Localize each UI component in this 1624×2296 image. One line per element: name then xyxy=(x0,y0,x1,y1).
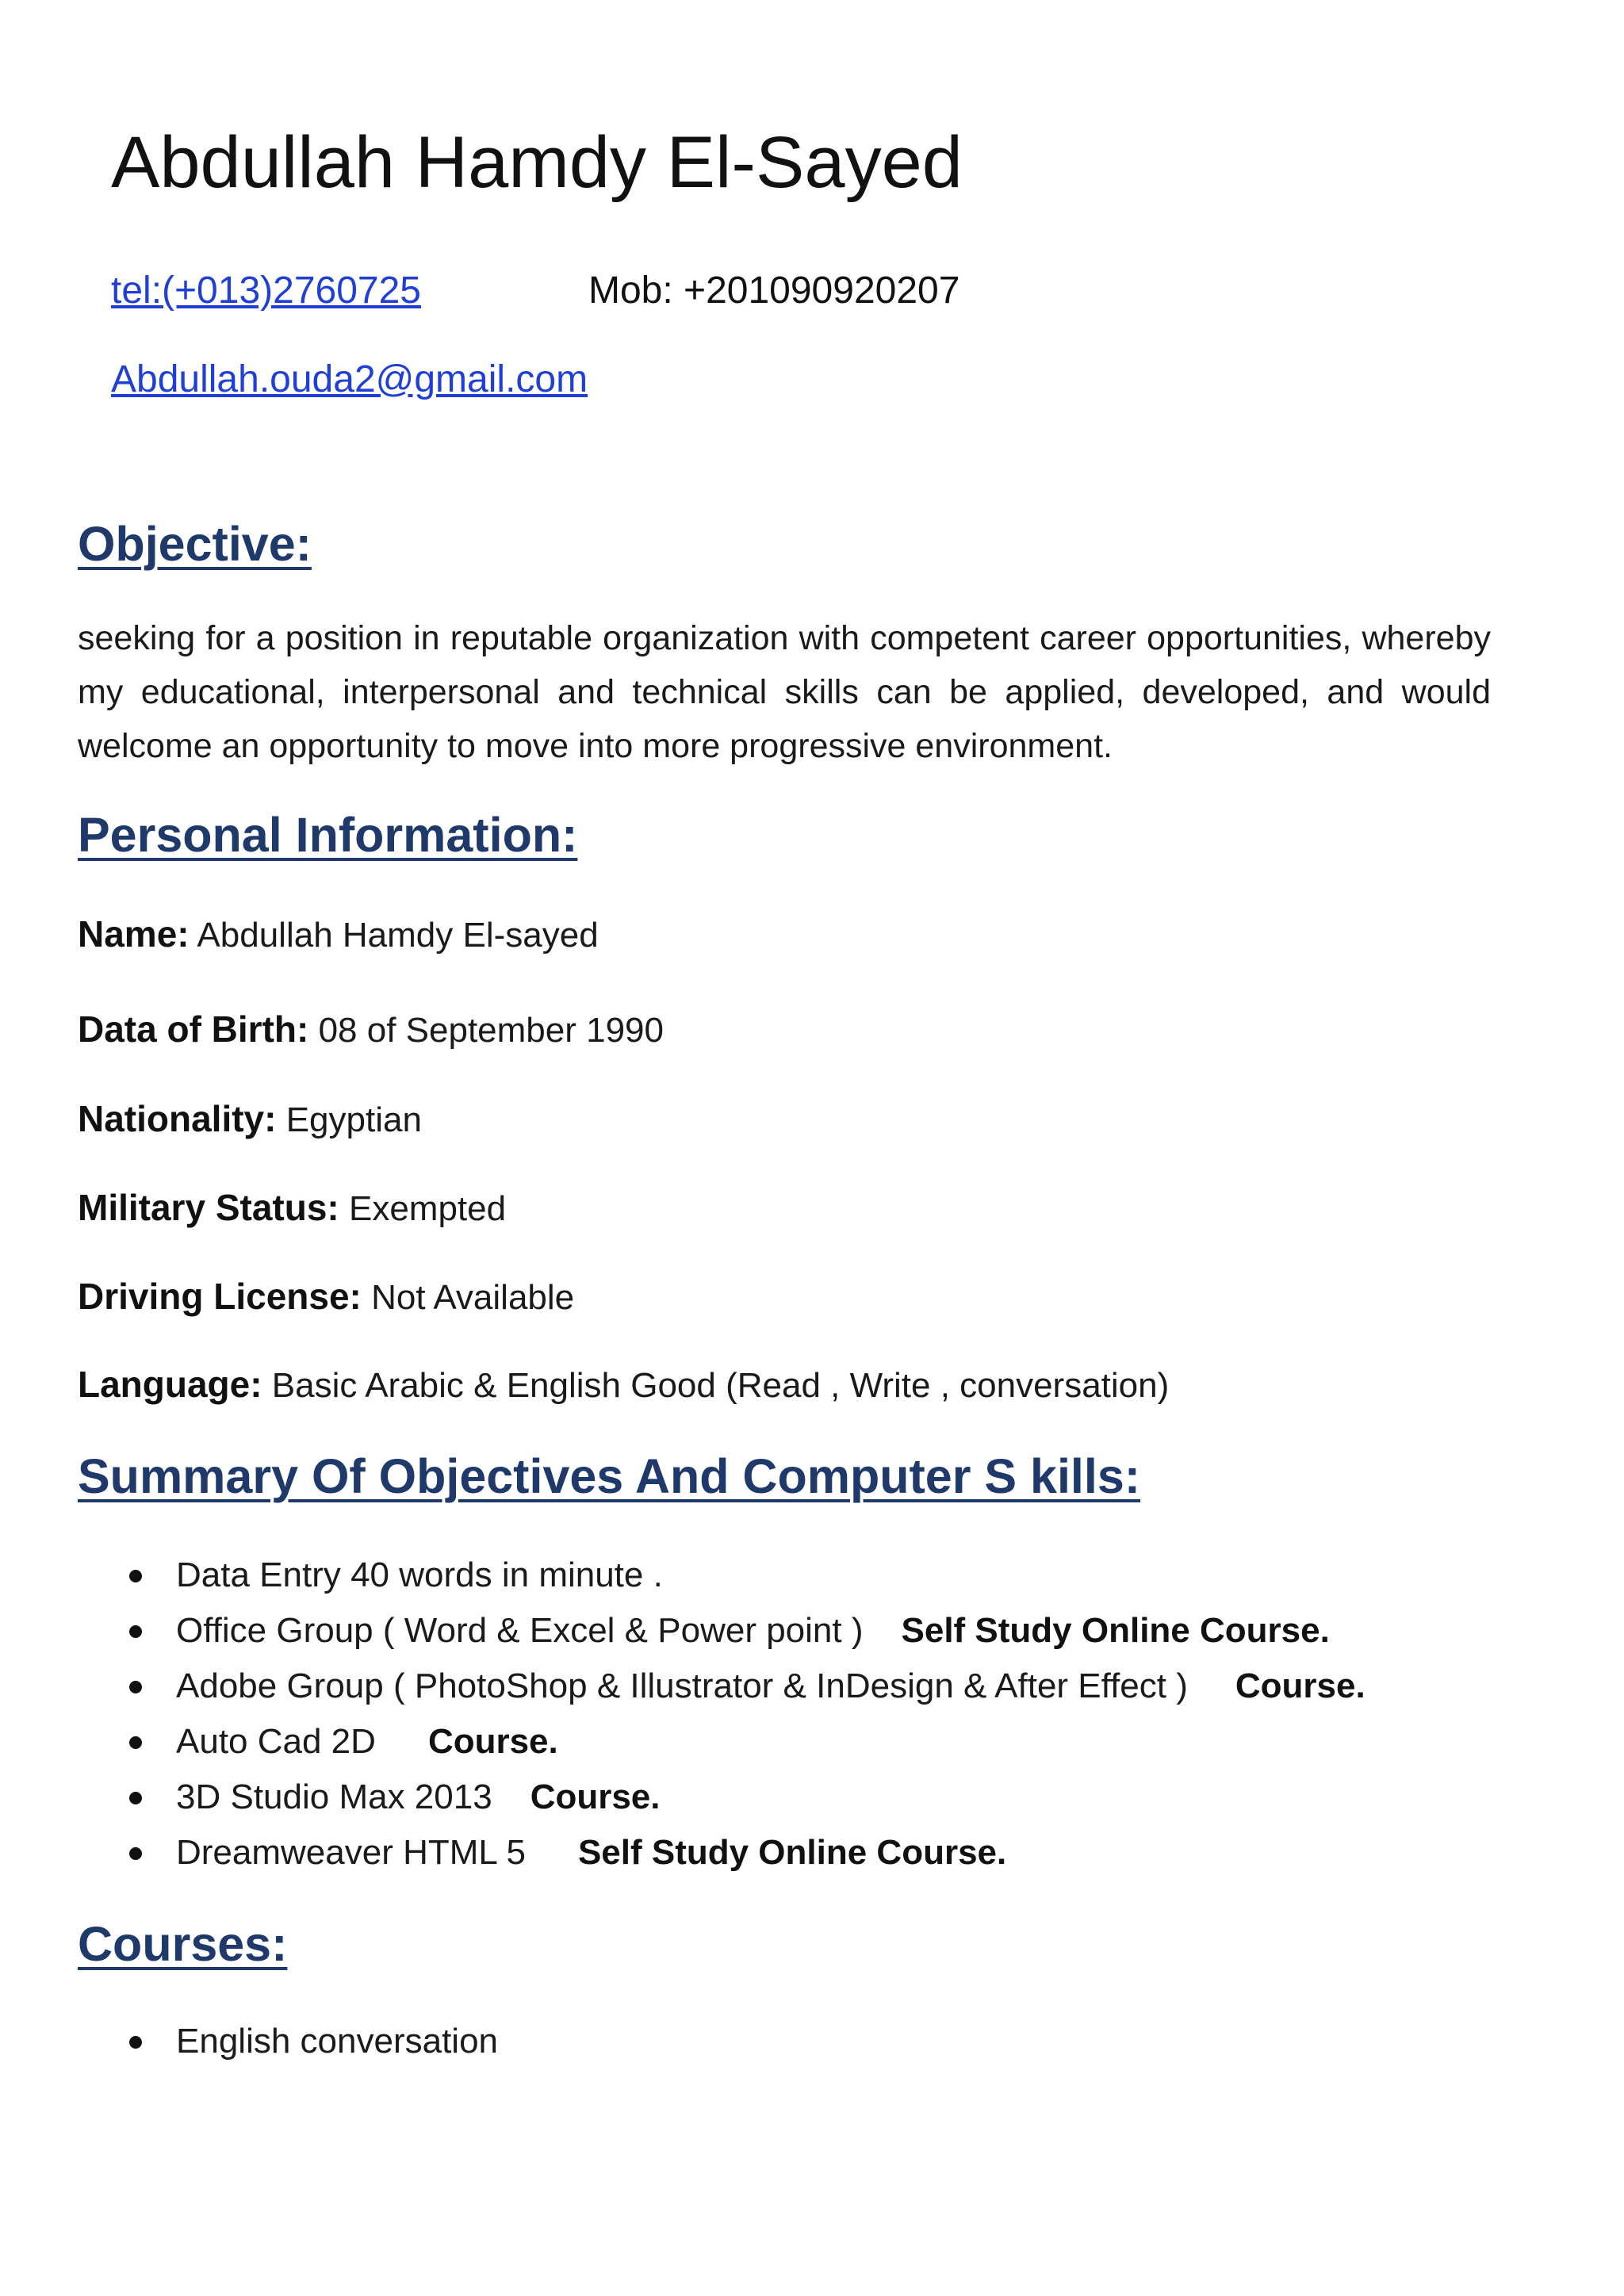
bullet-icon xyxy=(129,1625,142,1638)
field-dob-value: 08 of September 1990 xyxy=(318,1011,664,1050)
field-military-label: Military Status: xyxy=(78,1187,339,1228)
field-driving-label: Driving License: xyxy=(78,1276,362,1317)
skill-course: Self Study Online Course. xyxy=(577,1833,1007,1872)
field-driving-value: Not Available xyxy=(371,1278,575,1317)
field-military xyxy=(78,1184,506,1233)
skill-course: Self Study Online Course. xyxy=(901,1611,1330,1650)
skills-list xyxy=(78,1548,1365,1881)
field-nationality-value: Egyptian xyxy=(285,1100,422,1139)
field-language xyxy=(78,1360,1169,1410)
skill-course: Course. xyxy=(530,1777,661,1816)
candidate-name: Abdullah Hamdy El-Sayed xyxy=(111,122,963,203)
field-driving xyxy=(78,1272,574,1322)
bullet-icon xyxy=(129,1570,142,1582)
bullet-icon xyxy=(129,2036,142,2049)
field-name-label: Name: xyxy=(78,913,190,955)
personal-info-heading: Personal Information: xyxy=(78,808,578,862)
bullet-icon xyxy=(129,1847,142,1860)
skill-text: Data Entry 40 words in minute . xyxy=(176,1556,663,1594)
list-item xyxy=(78,1714,1365,1770)
skill-course: Course. xyxy=(427,1722,558,1761)
skill-text: Auto Cad 2D xyxy=(176,1722,376,1761)
course-text: English conversation xyxy=(176,2022,499,2061)
courses-heading: Courses: xyxy=(78,1917,288,1971)
phone-line xyxy=(111,267,421,315)
list-item xyxy=(78,2014,498,2069)
objective-heading: Objective: xyxy=(78,517,312,571)
field-name xyxy=(78,910,599,959)
skill-text: Office Group ( Word & Excel & Power point ) xyxy=(176,1611,864,1650)
list-item xyxy=(78,1825,1365,1881)
skill-text: Dreamweaver HTML 5 xyxy=(176,1833,526,1872)
field-dob-label: Data of Birth: xyxy=(78,1008,309,1050)
field-name-value: Abdullah Hamdy El-sayed xyxy=(197,916,599,955)
email-link[interactable]: Abdullah.ouda2@gmail.com xyxy=(111,358,588,400)
objective-text: seeking for a position in reputable organization with competent career opportunities, whereby my educational, interpersonal and technical skills can be applied, developed, and would welcome an opportunity to move into more progressive environment. xyxy=(78,619,1491,765)
mobile-number: Mob: +201090920207 xyxy=(588,270,960,312)
field-nationality-label: Nationality: xyxy=(78,1098,277,1139)
field-military-value: Exempted xyxy=(348,1189,507,1228)
list-item xyxy=(78,1659,1365,1714)
bullet-icon xyxy=(129,1681,142,1693)
courses-list xyxy=(78,2014,498,2069)
tel-link[interactable]: tel:(+013)2760725 xyxy=(111,270,421,312)
bullet-icon xyxy=(129,1792,142,1804)
skill-text: 3D Studio Max 2013 xyxy=(176,1777,492,1816)
bullet-icon xyxy=(129,1736,142,1749)
list-item xyxy=(78,1603,1365,1659)
list-item xyxy=(78,1770,1365,1825)
field-language-value: Basic Arabic & English Good (Read , Write , conversation) xyxy=(271,1366,1170,1405)
field-dob xyxy=(78,1005,664,1054)
skills-heading: Summary Of Objectives And Computer S kills: xyxy=(78,1449,1141,1503)
email-line xyxy=(111,356,588,404)
field-language-label: Language: xyxy=(78,1364,262,1405)
list-item xyxy=(78,1548,1365,1603)
skill-course: Course. xyxy=(1235,1667,1365,1705)
skill-text: Adobe Group ( PhotoShop & Illustrator & InDesign & After Effect ) xyxy=(176,1667,1188,1705)
field-nationality xyxy=(78,1095,422,1144)
